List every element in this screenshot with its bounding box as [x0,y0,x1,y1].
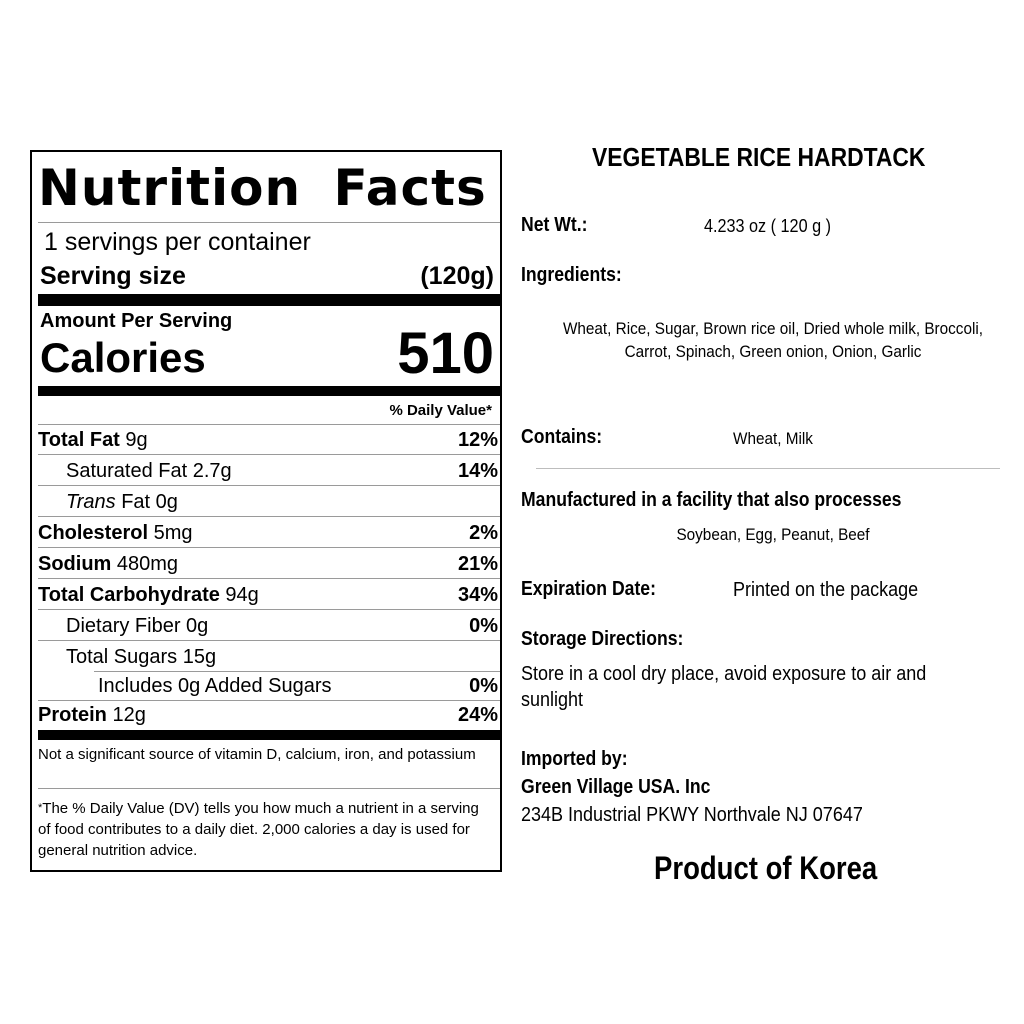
servings-per-container: 1 servings per container [44,228,311,256]
nutrient-row-trans-fat [38,487,500,517]
nutrient-row-total-fat [38,425,500,455]
product-title: VEGETABLE RICE HARDTACK [592,142,926,172]
facility-value: Soybean, Egg, Peanut, Beef [676,525,870,544]
calories-value: 510 [397,321,494,386]
divider [38,788,500,789]
nutrient-percent: 34% [457,584,498,606]
serving-size-value: (120g) [420,262,494,290]
net-weight-label: Net Wt.: [521,214,588,236]
amount-per-serving: Amount Per Serving [40,310,233,332]
nutrient-name: Protein [38,704,107,726]
nutrient-percent: 0% [469,615,498,637]
nutrient-row-added-sugars [38,671,500,701]
asterisk: * [38,802,43,814]
storage-label: Storage Directions: [521,628,684,650]
daily-value-footnote [38,798,488,861]
nutrient-percent: 2% [469,522,498,544]
expiration-label: Expiration Date: [521,578,656,600]
nutrient-percent: 24% [457,704,498,726]
net-weight-value: 4.233 oz ( 120 g ) [704,216,831,236]
nutrient-row-protein [38,700,500,730]
importer-name: Green Village USA. Inc [521,776,711,798]
nutrient-row-dietary-fiber [38,611,500,641]
nutrient-percent: 12% [457,429,498,451]
ingredients-label: Ingredients: [521,264,622,286]
nutrient-percent: 0% [469,675,498,697]
nutrient-name: Cholesterol [38,522,149,544]
divider [38,222,500,223]
nutrition-facts-title: Nutrition Facts [38,159,487,217]
nutrient-row-sodium [38,549,500,579]
country-of-origin: Product of Korea [654,850,878,886]
imported-by-label: Imported by: [521,748,628,770]
ingredients-line-1: Wheat, Rice, Sugar, Brown rice oil, Dried whole milk, Broccoli, [562,319,984,338]
thick-divider [38,294,500,306]
facility-label: Manufactured in a facility that also processes [521,489,902,511]
thick-divider [38,386,500,396]
storage-line-2: sunlight [521,689,584,711]
calories-label: Calories [40,334,206,381]
nutrient-row-saturated-fat [38,456,500,486]
nutrient-name-italic: Trans [66,491,116,513]
nutrient-name: Total Fat [38,429,120,451]
nutrient-percent: 14% [457,460,498,482]
nutrient-amount: 5mg [148,522,193,544]
storage-line-1: Store in a cool dry place, avoid exposure to air and [521,663,927,685]
nutrient-amount: 9g [119,429,148,451]
thick-divider [38,730,500,740]
nutrient-name: Total Carbohydrate [38,584,220,606]
nutrient-amount: Fat 0g [115,491,178,513]
nutrient-amount: 480mg [111,553,179,575]
importer-address: 234B Industrial PKWY Northvale NJ 07647 [521,804,863,826]
nutrient-name: Includes 0g Added Sugars [98,675,332,697]
nutrient-name: Saturated Fat 2.7g [66,460,232,482]
daily-value-footnote-text: The % Daily Value (DV) tells you how much a nutrient in a serving of food contributes to a daily diet. 2,000 calories a day is used for general nutrition advice. [38,800,479,859]
nutrient-percent: 21% [457,553,498,575]
vitamin-footnote: Not a significant source of vitamin D, calcium, iron, and potassium [38,746,476,763]
ingredients-line-2: Carrot, Spinach, Green onion, Onion, Garlic [624,342,922,361]
section-divider [536,468,1000,469]
nutrient-name: Total Sugars 15g [66,646,217,668]
nutrient-amount: 12g [106,704,146,726]
nutrient-amount: 94g [219,584,259,606]
contains-label: Contains: [521,426,603,448]
contains-value: Wheat, Milk [733,429,813,448]
nutrient-row-total-sugars [38,642,500,672]
serving-size-label: Serving size [40,262,186,290]
nutrient-row-cholesterol [38,518,500,548]
nutrient-row-total-carbohydrate [38,580,500,610]
daily-value-header: % Daily Value* [389,402,492,419]
expiration-value: Printed on the package [733,579,919,601]
nutrient-name: Sodium [38,553,112,575]
nutrition-facts-panel [30,150,502,872]
nutrient-name: Dietary Fiber 0g [66,615,209,637]
